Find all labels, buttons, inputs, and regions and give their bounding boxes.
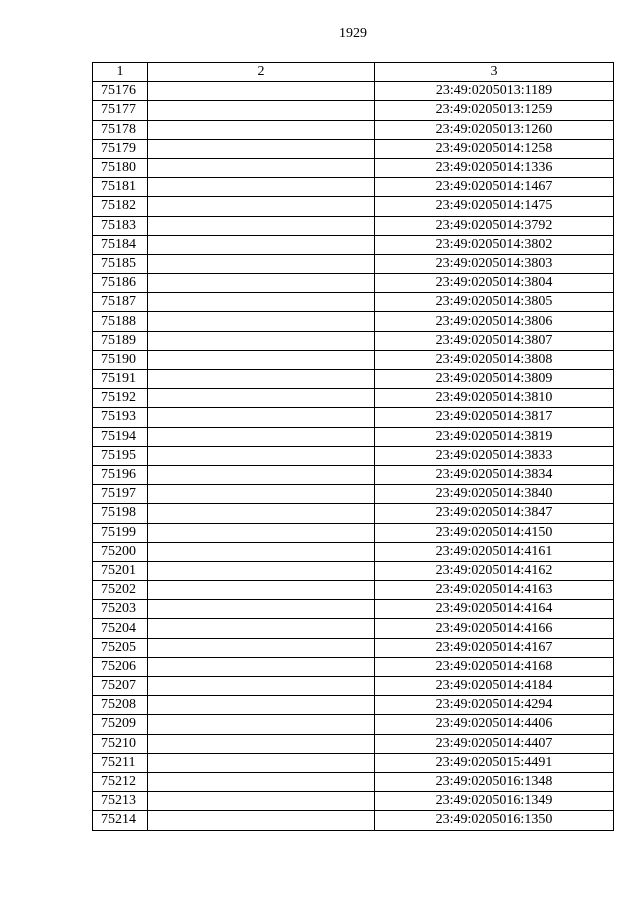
row-number-cell: 75184 [93, 235, 148, 254]
row-description-cell [148, 696, 375, 715]
table-row [93, 734, 614, 753]
table-row [93, 792, 614, 811]
table-row [93, 293, 614, 312]
row-description-cell [148, 178, 375, 197]
row-number-cell: 75201 [93, 561, 148, 580]
cadastral-number-cell: 23:49:0205014:3805 [375, 293, 614, 312]
cadastral-number-cell: 23:49:0205013:1260 [375, 120, 614, 139]
cadastral-number-cell: 23:49:0205014:3802 [375, 235, 614, 254]
row-description-cell [148, 82, 375, 101]
row-description-cell [148, 600, 375, 619]
table-row [93, 197, 614, 216]
cadastral-number-cell: 23:49:0205016:1350 [375, 811, 614, 830]
table-body [93, 82, 614, 830]
table-row [93, 82, 614, 101]
table-row [93, 657, 614, 676]
cadastral-number-cell: 23:49:0205014:4161 [375, 542, 614, 561]
table-row [93, 523, 614, 542]
table-row [93, 139, 614, 158]
header-row [93, 63, 614, 82]
row-description-cell [148, 734, 375, 753]
table-row [93, 389, 614, 408]
row-number-cell: 75177 [93, 101, 148, 120]
cadastral-number-cell: 23:49:0205015:4491 [375, 753, 614, 772]
row-number-cell: 75205 [93, 638, 148, 657]
table-row [93, 101, 614, 120]
table-row [93, 216, 614, 235]
cadastral-number-cell: 23:49:0205014:1258 [375, 139, 614, 158]
row-description-cell [148, 581, 375, 600]
row-description-cell [148, 235, 375, 254]
cadastral-number-cell: 23:49:0205013:1259 [375, 101, 614, 120]
row-description-cell [148, 427, 375, 446]
row-number-cell: 75185 [93, 254, 148, 273]
cadastral-number-cell: 23:49:0205014:4150 [375, 523, 614, 542]
row-number-cell: 75190 [93, 350, 148, 369]
row-number-cell: 75206 [93, 657, 148, 676]
row-description-cell [148, 561, 375, 580]
row-description-cell [148, 197, 375, 216]
cadastral-number-cell: 23:49:0205014:3810 [375, 389, 614, 408]
row-number-cell: 75197 [93, 485, 148, 504]
row-description-cell [148, 446, 375, 465]
cadastral-number-cell: 23:49:0205014:3847 [375, 504, 614, 523]
row-number-cell: 75193 [93, 408, 148, 427]
cadastral-number-cell: 23:49:0205014:3808 [375, 350, 614, 369]
table-row [93, 408, 614, 427]
row-number-cell: 75192 [93, 389, 148, 408]
row-number-cell: 75178 [93, 120, 148, 139]
cadastral-number-cell: 23:49:0205014:4407 [375, 734, 614, 753]
row-number-cell: 75212 [93, 772, 148, 791]
cadastral-number-cell: 23:49:0205014:3792 [375, 216, 614, 235]
cadastral-number-cell: 23:49:0205014:4184 [375, 677, 614, 696]
row-description-cell [148, 465, 375, 484]
table-row [93, 427, 614, 446]
cadastral-number-cell: 23:49:0205014:3833 [375, 446, 614, 465]
cadastral-number-cell: 23:49:0205014:3819 [375, 427, 614, 446]
table-row [93, 254, 614, 273]
cadastral-number-cell: 23:49:0205014:1336 [375, 158, 614, 177]
cadastral-number-cell: 23:49:0205014:3804 [375, 274, 614, 293]
page-number: 1929 [339, 26, 367, 41]
row-description-cell [148, 811, 375, 830]
row-number-cell: 75181 [93, 178, 148, 197]
row-number-cell: 75214 [93, 811, 148, 830]
table-row [93, 715, 614, 734]
table-row [93, 696, 614, 715]
row-description-cell [148, 216, 375, 235]
table-row [93, 753, 614, 772]
row-description-cell [148, 254, 375, 273]
cadastral-number-cell: 23:49:0205014:4166 [375, 619, 614, 638]
row-description-cell [148, 139, 375, 158]
row-description-cell [148, 485, 375, 504]
cadastral-number-cell: 23:49:0205014:4164 [375, 600, 614, 619]
cadastral-number-cell: 23:49:0205014:3817 [375, 408, 614, 427]
row-description-cell [148, 331, 375, 350]
table-row [93, 504, 614, 523]
table-row [93, 619, 614, 638]
table-row [93, 274, 614, 293]
row-description-cell [148, 715, 375, 734]
row-number-cell: 75200 [93, 542, 148, 561]
table-row [93, 677, 614, 696]
cadastral-number-cell: 23:49:0205014:4294 [375, 696, 614, 715]
row-number-cell: 75187 [93, 293, 148, 312]
row-description-cell [148, 293, 375, 312]
row-number-cell: 75213 [93, 792, 148, 811]
row-number-cell: 75210 [93, 734, 148, 753]
table-row [93, 331, 614, 350]
row-description-cell [148, 638, 375, 657]
table-row [93, 235, 614, 254]
cadastral-number-cell: 23:49:0205014:3806 [375, 312, 614, 331]
row-description-cell [148, 677, 375, 696]
table-row [93, 772, 614, 791]
row-number-cell: 75204 [93, 619, 148, 638]
cadastral-number-cell: 23:49:0205014:4167 [375, 638, 614, 657]
table-row [93, 158, 614, 177]
column-header-2: 2 [148, 63, 375, 82]
cadastral-number-cell: 23:49:0205016:1348 [375, 772, 614, 791]
table-row [93, 485, 614, 504]
row-number-cell: 75176 [93, 82, 148, 101]
cadastral-number-cell: 23:49:0205014:4168 [375, 657, 614, 676]
row-description-cell [148, 657, 375, 676]
column-header-3: 3 [375, 63, 614, 82]
cadastral-number-cell: 23:49:0205014:3803 [375, 254, 614, 273]
cadastral-number-cell: 23:49:0205014:3834 [375, 465, 614, 484]
row-number-cell: 75195 [93, 446, 148, 465]
row-number-cell: 75183 [93, 216, 148, 235]
row-number-cell: 75196 [93, 465, 148, 484]
row-description-cell [148, 753, 375, 772]
row-description-cell [148, 504, 375, 523]
table-row [93, 178, 614, 197]
row-description-cell [148, 274, 375, 293]
row-number-cell: 75182 [93, 197, 148, 216]
row-description-cell [148, 101, 375, 120]
row-description-cell [148, 312, 375, 331]
table-row [93, 561, 614, 580]
row-number-cell: 75188 [93, 312, 148, 331]
row-description-cell [148, 523, 375, 542]
row-number-cell: 75191 [93, 370, 148, 389]
row-number-cell: 75194 [93, 427, 148, 446]
table-row [93, 542, 614, 561]
row-description-cell [148, 389, 375, 408]
row-description-cell [148, 619, 375, 638]
row-number-cell: 75203 [93, 600, 148, 619]
row-description-cell [148, 792, 375, 811]
row-description-cell [148, 772, 375, 791]
cadastral-number-cell: 23:49:0205014:1475 [375, 197, 614, 216]
row-description-cell [148, 542, 375, 561]
row-description-cell [148, 408, 375, 427]
table-row [93, 350, 614, 369]
cadastral-number-cell: 23:49:0205014:3807 [375, 331, 614, 350]
table-row [93, 465, 614, 484]
table-row [93, 312, 614, 331]
cadastral-number-cell: 23:49:0205013:1189 [375, 82, 614, 101]
row-number-cell: 75189 [93, 331, 148, 350]
cadastral-number-cell: 23:49:0205014:3809 [375, 370, 614, 389]
row-number-cell: 75209 [93, 715, 148, 734]
column-header-1: 1 [93, 63, 148, 82]
table-row [93, 120, 614, 139]
row-description-cell [148, 370, 375, 389]
table-row [93, 581, 614, 600]
cadastral-number-cell: 23:49:0205016:1349 [375, 792, 614, 811]
row-number-cell: 75202 [93, 581, 148, 600]
row-number-cell: 75198 [93, 504, 148, 523]
cadastral-number-cell: 23:49:0205014:4162 [375, 561, 614, 580]
row-number-cell: 75207 [93, 677, 148, 696]
table-row [93, 811, 614, 830]
cadastral-number-cell: 23:49:0205014:3840 [375, 485, 614, 504]
row-number-cell: 75179 [93, 139, 148, 158]
row-number-cell: 75180 [93, 158, 148, 177]
row-number-cell: 75199 [93, 523, 148, 542]
row-number-cell: 75211 [93, 753, 148, 772]
row-number-cell: 75208 [93, 696, 148, 715]
cadastral-number-cell: 23:49:0205014:4406 [375, 715, 614, 734]
row-number-cell: 75186 [93, 274, 148, 293]
table-row [93, 638, 614, 657]
row-description-cell [148, 120, 375, 139]
table-row [93, 446, 614, 465]
table-row [93, 600, 614, 619]
table-row [93, 370, 614, 389]
row-description-cell [148, 158, 375, 177]
row-description-cell [148, 350, 375, 369]
cadastral-number-cell: 23:49:0205014:1467 [375, 178, 614, 197]
cadastral-number-cell: 23:49:0205014:4163 [375, 581, 614, 600]
registry-table [92, 62, 614, 831]
